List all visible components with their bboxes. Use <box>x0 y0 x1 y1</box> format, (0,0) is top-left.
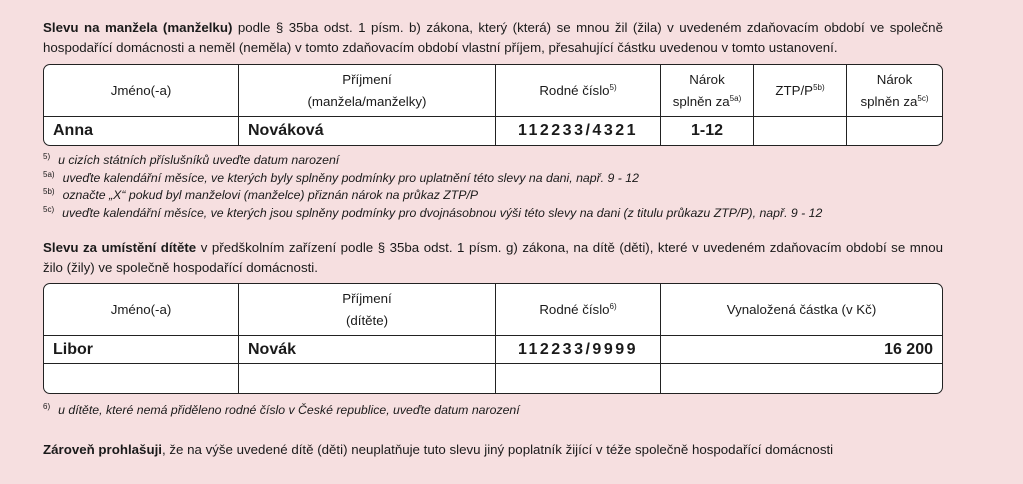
child-col-birth-number: Rodné číslo$^{6)}$ <box>496 284 661 336</box>
spouse-section-text <box>43 18 943 58</box>
declaration-text <box>43 440 983 460</box>
child-first-name-field-2[interactable] <box>44 364 239 393</box>
spouse-table <box>43 64 943 146</box>
spouse-first-name-field[interactable]: Anna <box>44 117 239 145</box>
child-row <box>44 336 942 364</box>
spouse-section-title: Slevu na manžela (manželku) <box>43 20 233 35</box>
spouse-ztp-field[interactable] <box>754 117 847 145</box>
spouse-surname-field[interactable]: Nováková <box>239 117 496 145</box>
footnote-5a: $^{5a)}$ uveďte kalendářní měsíce, ve kterých byly splněny podmínky pro uplatnění této slevy na dani, např. 9 - 12 <box>43 170 639 185</box>
spouse-col-ztp: ZTP/$P^{5b)}$ <box>754 65 847 117</box>
footnote-6: $^{6)}$ u dítěte, které nemá přiděleno rodné číslo v České republice, uveďte datum narození <box>43 402 520 417</box>
child-surname-field-2[interactable] <box>239 364 496 393</box>
spouse-claim-field[interactable]: 1-12 <box>661 117 754 145</box>
declaration-title: Zároveň prohlašuji <box>43 442 162 457</box>
child-col-first-name: Jméno(-a) <box>44 284 239 336</box>
child-table <box>43 283 943 394</box>
child-col-surname: Příjmení (dítěte) <box>239 284 496 336</box>
child-row-empty <box>44 364 942 393</box>
child-surname-field[interactable]: Novák <box>239 336 496 364</box>
spouse-section-body: podle § 35ba odst. 1 písm. b) zákona, který (která) se mnou žil (žila) v uvedeném zdaňovacím období ve společně hospodařící domácnosti a neměl (neměla) v tomto zdaňovacím období vlastní příjem, přesahující částku uvedenou v tomto ustanovení. <box>43 20 943 55</box>
footnote-5: $^{5)}$ u cizích státních příslušníků uveďte datum narození <box>43 152 340 167</box>
footnote-5c: $^{5c)}$ uveďte kalendářní měsíce, ve kterých jsou splněny podmínky pro dvojnásobnou výši této slevy na dani (z titulu průkazu ZTP/P), např. 9 - 12 <box>43 205 823 220</box>
spouse-claim2-field[interactable] <box>847 117 942 145</box>
spouse-col-surname: Příjmení (manžela/manželky) <box>239 65 496 117</box>
child-birth-number-field[interactable]: 112233/9999 <box>496 336 661 364</box>
child-birth-number-field-2[interactable] <box>496 364 661 393</box>
spouse-col-first-name: Jméno(-a) <box>44 65 239 117</box>
spouse-col-claim: Nárok splněn $za^{5a)}$ <box>661 65 754 117</box>
spouse-birth-number-field[interactable]: 112233/4321 <box>496 117 661 145</box>
spouse-col-birth-number: Rodné číslo$^{5)}$ <box>496 65 661 117</box>
child-section-body: v předškolním zařízení podle § 35ba odst. 1 písm. g) zákona, na dítě (děti), které v uvedeném zdaňovacím období se mnou žilo (žily) ve společně hospodařící domácnosti. <box>43 240 943 275</box>
child-first-name-field[interactable]: Libor <box>44 336 239 364</box>
child-col-amount: Vynaložená částka (v Kč) <box>661 284 942 336</box>
child-amount-field[interactable]: 16 200 <box>661 336 942 364</box>
child-section-text <box>43 238 943 278</box>
spouse-row <box>44 117 942 145</box>
child-section-title: Slevu za umístění dítěte <box>43 240 197 255</box>
child-amount-field-2[interactable] <box>661 364 942 393</box>
spouse-col-claim2: Nárok splněn $za^{5c)}$ <box>847 65 942 117</box>
declaration-body: , že na výše uvedené dítě (děti) neuplatňuje tuto slevu jiný poplatník žijící v téže společně hospodařící domácnosti <box>161 442 834 457</box>
footnote-5b: $^{5b)}$ označte „X“ pokud byl manželovi (manželce) přiznán nárok na průkaz ZTP/P <box>43 187 479 202</box>
